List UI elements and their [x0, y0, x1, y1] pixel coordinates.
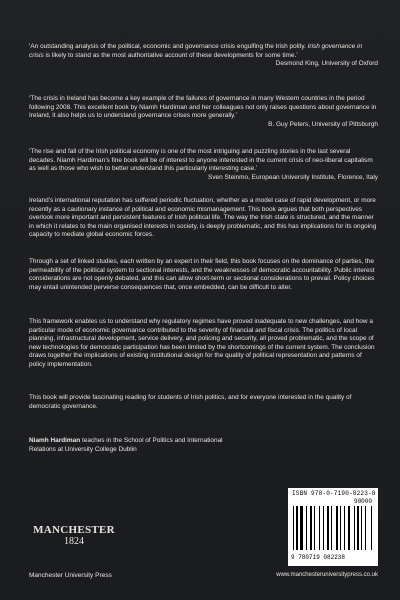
barcode-stripe: [348, 506, 350, 550]
barcode-stripe: [310, 506, 312, 550]
quote-block-3: [29, 148, 378, 182]
body-paragraph-1: [29, 197, 378, 240]
barcode-stripe: [371, 506, 372, 550]
barcode-stripe: [357, 506, 359, 550]
quote-text: [29, 43, 378, 60]
quote-block-2: [29, 95, 378, 129]
barcode-stripe: [314, 506, 315, 550]
barcode-stripe: [293, 506, 294, 550]
barcode-stripe: [306, 506, 307, 550]
barcode: [288, 488, 378, 566]
barcode-stripe: [361, 506, 362, 550]
quote-text: ‘The rise and fall of the Irish political economy is one of the most intriguing and puzzling stories in the last several decades. Niamh Hardiman’s fine book will be of interest to anyone interested in the current crisis of neo-liberal capitalism as well as those who wish to better understand this particularly interesting case.’: [29, 148, 373, 173]
isbn-text: ISBN 978-0-7190-8223-8: [292, 490, 376, 497]
barcode-stripe: [340, 506, 341, 550]
quote-block-1: [29, 43, 378, 69]
price-addon: 90000: [353, 498, 372, 505]
body-paragraph-2: [29, 258, 378, 292]
body-text: Through a set of linked studies, each written by an expert in their field, this book focuses on the dominance of parties, the permeability of the political system to sectional interests, and the weaknesses of democratic accountability. Public interest considerations are not openly debated, and this can allow short-term or sectional considerations to prevail. Policy choices may entail unintended perverse consequences that, once embedded, can be difficult to alter.: [29, 258, 375, 291]
barcode-bars: [293, 506, 373, 550]
quote-attribution: Desmond King, University of Oxford: [275, 60, 378, 68]
author-name: Niamh Hardiman: [29, 437, 81, 444]
publisher-name: Manchester University Press: [29, 572, 112, 579]
publisher-logo: [29, 524, 119, 547]
quote-text-part: is likely to stand as the most authoritative account of these developments for some time.’: [43, 51, 298, 59]
barcode-stripe: [300, 506, 303, 550]
barcode-stripe: [319, 506, 320, 550]
body-text: Ireland’s international reputation has suffered periodic fluctuation, whether as a model case of rapid development, or more recently as a cautionary instance of political and economic mismanagement. This book argues that both perspectives overlook more important and persistent features of Irish political life. The way the Irish state is structured, and the manner in which it relates to the main organised interests in society, is deeply problematic, and this has implications for its ongoing capacity to mediate global economic forces.: [29, 197, 377, 239]
barcode-number: 9 780719 082238: [291, 554, 346, 561]
quote-text-part: ‘An outstanding analysis of the political, economic and governance crisis engulfing the Irish polity.: [29, 43, 308, 50]
logo-year: 1824: [64, 536, 84, 547]
barcode-stripe: [323, 506, 324, 550]
barcode-stripe: [354, 506, 355, 550]
publisher-url: www.manchesteruniversitypress.co.uk: [276, 572, 378, 578]
body-text: This framework enables us to understand why regulatory regimes have proved inadequate to new challenges, and how a particular mode of economic governance contributed to the severity of financial and fiscal crisis. The politics of local planning, infrastructural development, service delivery, and policing and security, all proved problematic, and the scope of new technologies for democratic participation has been limited by the shortcomings of the current system. The conclusion draws together the implications of existing institutional design for the quality of political representation and patterns of policy implementation.: [29, 318, 375, 368]
quote-attribution: Sven Steinmo, European University Institute, Florence, Italy: [208, 173, 378, 181]
barcode-stripe: [365, 506, 366, 550]
quote-attribution: B. Guy Peters, University of Pittsburgh: [268, 120, 378, 128]
book-title-italic: Irish governance in crisis: [29, 43, 363, 59]
barcode-stripe: [327, 506, 329, 550]
barcode-stripe: [296, 506, 298, 550]
body-paragraph-4: [29, 394, 378, 411]
barcode-stripe: [344, 506, 345, 550]
body-paragraph-3: [29, 318, 378, 370]
body-text: This book will provide fascinating reading for students of Irish politics, and for everyone interested in the quality of democratic governance.: [29, 394, 352, 410]
author-bio: [29, 437, 250, 454]
logo-name: MANCHESTER: [33, 524, 115, 536]
barcode-stripe: [331, 506, 332, 550]
barcode-stripe: [336, 506, 338, 550]
quote-text: ‘The crisis in Ireland has become a key example of the failures of governance in many Western countries in the period following 2008. This excellent book by Niamh Hardiman and her colleagues not only raises questions about governance in Ireland, it also helps us to understand governance crises more generally.’: [29, 95, 377, 120]
author-bio-text: [29, 437, 250, 454]
author-bio-detail: teaches in the School of Politics and International Relations at University College Dublin: [29, 437, 223, 453]
